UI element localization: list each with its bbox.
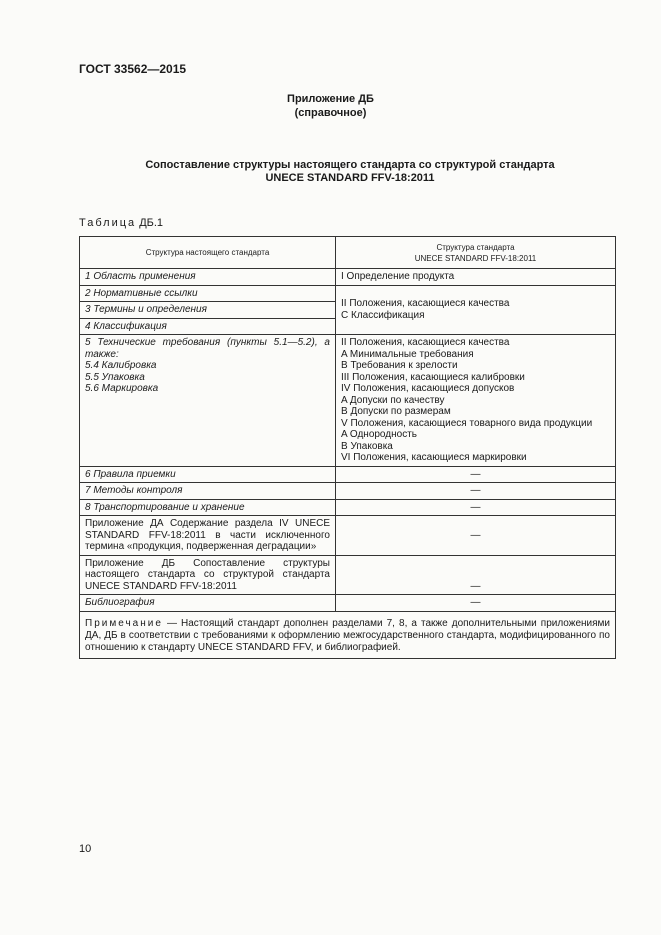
col2-header: [336, 237, 616, 269]
requirements-intro: 5 Технические требования (пункты 5.1—5.2), а также:: [85, 337, 330, 360]
table-caption-word: Таблица: [79, 217, 137, 229]
row-right-cell: —: [336, 483, 616, 500]
page-number: 10: [79, 843, 92, 855]
table-caption: [79, 217, 163, 229]
provision-item: B Упаковка: [341, 440, 393, 452]
table-row: [80, 269, 616, 286]
row-right-cell: —: [336, 466, 616, 483]
row-left-cell: Библиография: [80, 595, 336, 612]
table-row: [80, 466, 616, 483]
table-note-row: [80, 611, 616, 658]
col2-header-line1: Структура стандарта: [436, 242, 515, 252]
row-left-cell: 7 Методы контроля: [80, 483, 336, 500]
row-left-cell: 3 Термины и определения: [80, 302, 336, 319]
table-row: [80, 499, 616, 516]
row-right-cell: [336, 335, 616, 467]
col2-header-line2: UNECE STANDARD FFV-18:2011: [414, 253, 537, 263]
row-right-cell: —: [336, 595, 616, 612]
row-right-cell: I Определение продукта: [336, 269, 616, 286]
provision-item: B Допуски по размерам: [341, 406, 451, 417]
merged-line-2: C Классификация: [341, 309, 425, 321]
row-left-cell: 1 Область применения: [80, 269, 336, 286]
row-left-cell: Приложение ДА Содержание раздела IV UNECE STANDARD FFV-18:2011 в части исключенного термина «продукция, подверженная деградации»: [80, 516, 336, 556]
section-heading: [120, 159, 580, 185]
row-left-cell: 2 Нормативные ссылки: [80, 285, 336, 302]
table-header-row: [80, 237, 616, 269]
row-left-cell: 4 Классификация: [80, 318, 336, 335]
merged-line-1: II Положения, касающиеся качества: [341, 298, 510, 310]
row-left-cell: 8 Транспортирование и хранение: [80, 499, 336, 516]
provision-item: IV Положения, касающиеся допусков: [341, 383, 515, 394]
document-code: ГОСТ 33562—2015: [79, 62, 187, 76]
heading-line-2: UNECE STANDARD FFV-18:2011: [265, 172, 435, 184]
provision-item: A Однородность: [341, 429, 417, 440]
provision-item: III Положения, касающиеся калибровки: [341, 371, 525, 383]
table-row: [80, 516, 616, 556]
annex-title-block: [0, 92, 661, 120]
row-left-cell: [80, 335, 336, 467]
row-right-cell: —: [336, 516, 616, 556]
merged-right-cell: [336, 285, 616, 335]
annex-title: Приложение ДБ: [287, 93, 374, 105]
requirements-item: 5.4 Калибровка: [85, 360, 157, 371]
annex-subtitle: (справочное): [294, 107, 367, 119]
provision-item: A Допуски по качеству: [341, 394, 445, 406]
table-row: [80, 335, 616, 467]
requirements-item: 5.6 Маркировка: [85, 383, 159, 394]
row-left-cell: 6 Правила приемки: [80, 466, 336, 483]
table-row: [80, 483, 616, 500]
provision-item: A Минимальные требования: [341, 348, 474, 360]
col1-header: Структура настоящего стандарта: [80, 237, 336, 269]
provision-item: VI Положения, касающиеся маркировки: [341, 452, 527, 463]
table-row: [80, 595, 616, 612]
heading-line-1: Сопоставление структуры настоящего стандарта со структурой стандарта: [145, 159, 555, 171]
table-row: [80, 555, 616, 595]
table-note: [80, 611, 616, 658]
table-row: [80, 285, 616, 302]
table-caption-number: ДБ.1: [139, 217, 164, 229]
note-label: Примечание: [85, 617, 163, 629]
provision-item: B Требования к зрелости: [341, 360, 458, 371]
note-text: — Настоящий стандарт дополнен разделами 7, 8, а также дополнительными приложениями ДА, ДБ в соответствии с требованиями к оформлению межгосударственного стандарта, модифицированного по отношению к стандарту UNECE STANDARD FFV, и библиографией.: [85, 617, 610, 653]
row-right-cell: —: [336, 555, 616, 595]
row-left-cell: Приложение ДБ Сопоставление структуры настоящего стандарта со структурой стандарта UNECE STANDARD FFV-18:2011: [80, 555, 336, 595]
provision-item: II Положения, касающиеся качества: [341, 337, 510, 348]
provision-item: V Положения, касающиеся товарного вида продукции: [341, 417, 593, 429]
requirements-item: 5.5 Упаковка: [85, 371, 145, 383]
row-right-cell: —: [336, 499, 616, 516]
comparison-table: [79, 236, 616, 659]
